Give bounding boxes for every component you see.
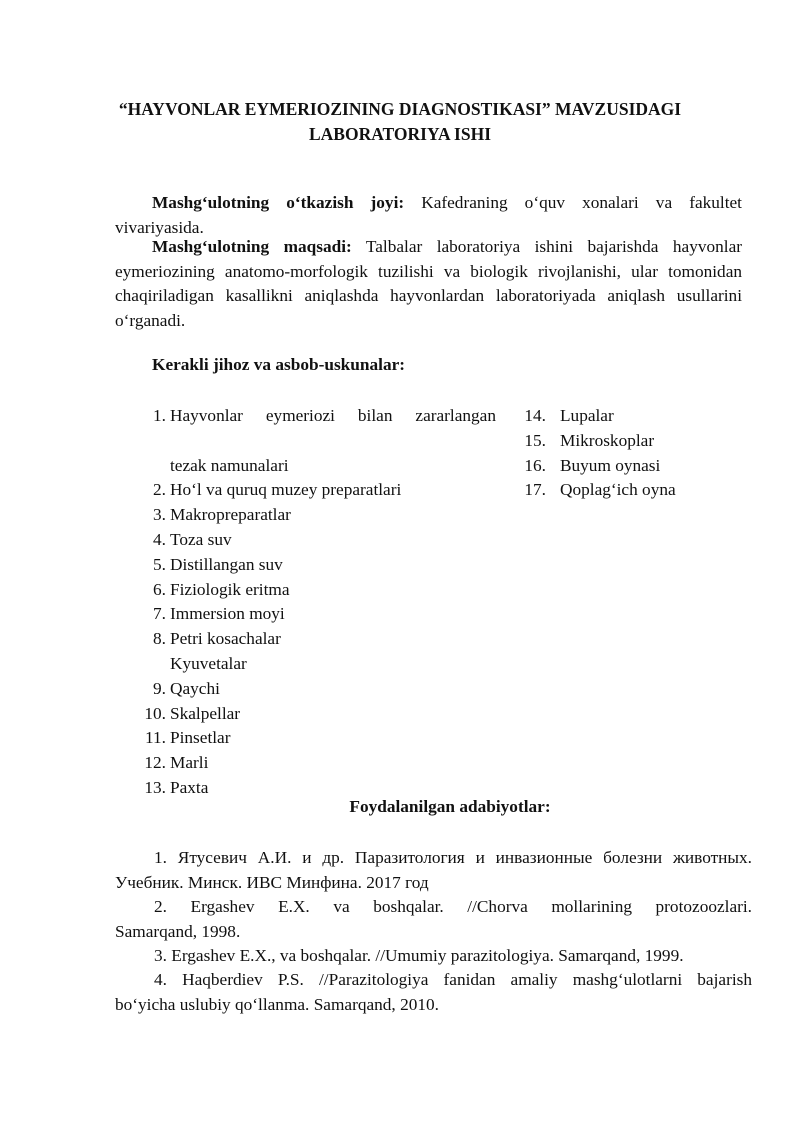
list-item-text: Qaychi <box>170 678 220 698</box>
list-item-number: 16. <box>524 455 546 475</box>
reference-line-1: 3. Ergashev E.X., va boshqalar. //Umumiy parazitologiya. Samarqand, 1999. <box>154 946 684 965</box>
goal-text-line-4: o‘rganadi. <box>115 310 186 330</box>
list-item-number: 2. <box>153 480 166 500</box>
document-title <box>100 97 700 147</box>
reference-item <box>115 968 752 1018</box>
list-item-number: 8. <box>153 629 166 649</box>
list-item-text: Buyum oynasi <box>560 455 661 475</box>
list-item-number: 10. <box>144 703 166 723</box>
list-item <box>134 726 514 751</box>
list-item-text: Marli <box>170 753 209 773</box>
venue-text-rest: vivariyasida. <box>115 217 204 237</box>
list-item-number: 1. <box>153 406 166 425</box>
venue-paragraph <box>115 191 742 240</box>
list-item-number: 7. <box>153 604 166 624</box>
list-item-number: 14. <box>524 406 546 425</box>
list-item-text: Toza suv <box>170 529 232 549</box>
list-item-line: Kyuvetalar <box>170 653 247 673</box>
list-item <box>508 429 768 454</box>
list-item-line: Hayvonlar eymeriozi bilan zararlangan <box>170 406 496 425</box>
list-item <box>508 454 768 479</box>
list-item <box>134 404 514 478</box>
title-line-1: “HAYVONLAR EYMERIOZINING DIAGNOSTIKASI” MAVZUSIDAGI <box>118 99 682 119</box>
title-line-2: LABORATORIYA ISHI <box>308 124 492 144</box>
list-item-text: Mikroskoplar <box>560 430 655 450</box>
list-item-number: 11. <box>145 728 166 748</box>
goal-label: Mashg‘ulotning maqsadi: <box>152 237 352 256</box>
list-item-text: Paxta <box>170 777 209 797</box>
venue-text-line-1: Kafedraning o‘quv xonalari va fakultet <box>421 193 742 212</box>
list-item-number: 9. <box>153 678 166 698</box>
list-item-number: 15. <box>524 430 546 450</box>
list-item-text: Distillangan suv <box>170 554 283 574</box>
list-item-text: Immersion moyi <box>170 604 285 624</box>
list-item <box>134 751 514 776</box>
reference-line-1: 1. Ятусевич А.И. и др. Паразитология и инвазионные болезни животных. <box>154 848 752 867</box>
reference-item <box>115 944 752 969</box>
list-item <box>134 478 514 503</box>
list-item-number: 12. <box>144 753 166 773</box>
list-item <box>134 503 514 528</box>
goal-text-line-3: chaqiriladigan kasallikni aniqlashda hayvonlardan laboratoriyada aniqlash usullarini <box>115 286 742 306</box>
list-item <box>134 602 514 627</box>
venue-label: Mashg‘ulotning o‘tkazish joyi: <box>152 193 405 212</box>
goal-paragraph <box>115 235 742 333</box>
list-item-text <box>134 627 514 677</box>
list-item-text: Fiziologik eritma <box>170 579 290 599</box>
list-item-text: Pinsetlar <box>170 728 231 748</box>
references-heading: Foydalanilgan adabiyotlar: <box>349 797 551 816</box>
list-item-number: 6. <box>153 579 166 599</box>
list-item-number: 4. <box>153 529 166 549</box>
goal-text-line-1: Talbalar laboratoriya ishini bajarishda hayvonlar <box>365 237 743 256</box>
list-item-number: 3. <box>153 505 166 525</box>
list-item-text <box>134 404 496 478</box>
list-item <box>134 627 514 677</box>
list-item-text: Ho‘l va quruq muzey preparatlari <box>170 480 402 500</box>
reference-item <box>115 846 752 896</box>
list-item <box>134 528 514 553</box>
reference-line-2: bo‘yicha uslubiy qo‘llanma. Samarqand, 2010. <box>115 994 439 1014</box>
reference-line-1: 4. Haqberdiev P.S. //Parazitologiya fanidan amaliy mashg‘ulotlarni bajarish <box>154 970 752 989</box>
list-item <box>134 553 514 578</box>
list-item <box>508 478 768 503</box>
list-item <box>134 702 514 727</box>
reference-line-2: Учебник. Минск. ИВС Минфина. 2017 год <box>115 872 429 892</box>
reference-item <box>115 895 752 945</box>
list-item-text: Qoplag‘ich oyna <box>560 480 676 500</box>
list-item <box>134 578 514 603</box>
reference-line-1: 2. Ergashev E.X. va boshqalar. //Chorva mollarining protozoozlari. <box>154 897 752 916</box>
list-item-number: 17. <box>524 480 546 500</box>
equipment-list-right <box>508 404 768 503</box>
list-item <box>134 677 514 702</box>
list-item-line: Petri kosachalar <box>170 629 281 649</box>
reference-line-2: Samarqand, 1998. <box>115 921 241 941</box>
list-item-number: 13. <box>144 777 166 797</box>
list-item-text: Makropreparatlar <box>170 505 291 525</box>
equipment-list-left <box>134 404 514 801</box>
list-item-line: tezak namunalari <box>170 455 289 475</box>
goal-text-line-2: eymeriozining anatomo-morfologik tuzilishi va biologik rivojlanishi, ular tomonidan <box>115 261 742 281</box>
list-item <box>508 404 768 429</box>
list-item-text: Skalpellar <box>170 703 241 723</box>
list-item-number: 5. <box>153 554 166 574</box>
list-item-text: Lupalar <box>560 406 614 425</box>
equipment-heading: Kerakli jihoz va asbob-uskunalar: <box>152 355 406 374</box>
